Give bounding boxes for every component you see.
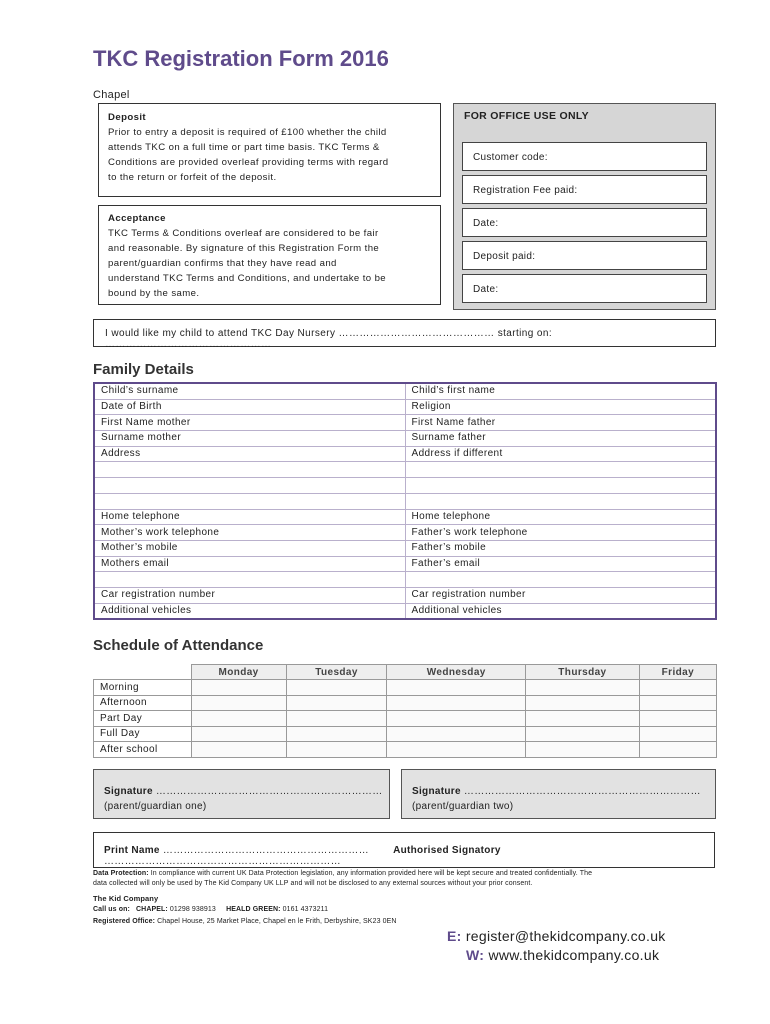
schedule-corner xyxy=(94,665,192,680)
schedule-session-label: Full Day xyxy=(94,726,192,742)
schedule-row xyxy=(94,695,717,711)
family-cell-left[interactable] xyxy=(94,493,405,509)
schedule-cell[interactable] xyxy=(191,742,286,758)
data-protection-text-2: data collected will only be used by The Kid Company UK LLP and will not be disclosed to any external sources without your prior consent. xyxy=(93,880,533,887)
family-row xyxy=(94,493,716,509)
family-row xyxy=(94,431,716,447)
schedule-cell[interactable] xyxy=(387,680,526,696)
family-cell-right[interactable]: Additional vehicles xyxy=(405,603,716,619)
signature-parent-one[interactable] xyxy=(93,769,390,819)
deposit-line: to the return or forfeit of the deposit. xyxy=(108,172,277,183)
acceptance-line: and reasonable. By signature of this Registration Form the xyxy=(108,243,380,254)
family-cell-left[interactable]: Mother’s mobile xyxy=(94,540,405,556)
schedule-day-header: Tuesday xyxy=(286,665,387,680)
family-row xyxy=(94,587,716,603)
family-cell-right[interactable]: Home telephone xyxy=(405,509,716,525)
schedule-cell[interactable] xyxy=(191,695,286,711)
schedule-cell[interactable] xyxy=(526,726,640,742)
family-row xyxy=(94,572,716,588)
schedule-session-label: Part Day xyxy=(94,711,192,727)
schedule-day-header: Monday xyxy=(191,665,286,680)
office-use-panel xyxy=(453,103,716,310)
family-row xyxy=(94,399,716,415)
schedule-cell[interactable] xyxy=(286,742,387,758)
nursery-start-line[interactable]: I would like my child to attend TKC Day Nursery ……………………………………… starting on: ………………………………………… xyxy=(93,319,716,347)
deposit-heading: Deposit xyxy=(108,112,146,123)
chapel-label: CHAPEL: xyxy=(136,906,168,913)
print-name-dots: …………………………………………………… xyxy=(162,845,369,856)
schedule-row xyxy=(94,711,717,727)
family-cell-left[interactable] xyxy=(94,462,405,478)
schedule-day-header: Thursday xyxy=(526,665,640,680)
schedule-session-label: Afternoon xyxy=(94,695,192,711)
family-details-title: Family Details xyxy=(93,361,194,378)
authorised-signatory-dots: …………………………………………………………… xyxy=(104,856,341,867)
deposit-box xyxy=(98,103,441,197)
family-cell-left[interactable]: Car registration number xyxy=(94,587,405,603)
schedule-cell[interactable] xyxy=(387,711,526,727)
deposit-line: Prior to entry a deposit is required of £100 whether the child xyxy=(108,127,387,138)
reg-label: Registered Office: xyxy=(93,918,156,925)
family-cell-right[interactable]: Address if different xyxy=(405,446,716,462)
signature-label: Signature xyxy=(412,786,461,797)
deposit-date-field[interactable]: Date: xyxy=(462,274,707,303)
schedule-row xyxy=(94,726,717,742)
family-cell-right[interactable]: First Name father xyxy=(405,415,716,431)
office-use-title: FOR OFFICE USE ONLY xyxy=(464,110,589,122)
family-cell-left[interactable] xyxy=(94,478,405,494)
family-row xyxy=(94,509,716,525)
authorised-signatory-label: Authorised Signatory xyxy=(393,845,501,856)
reg-address: Chapel House, 25 Market Place, Chapel en le Frith, Derbyshire, SK23 0EN xyxy=(157,918,397,925)
family-cell-right[interactable]: Surname father xyxy=(405,431,716,447)
family-row xyxy=(94,446,716,462)
schedule-cell[interactable] xyxy=(191,726,286,742)
schedule-day-header: Wednesday xyxy=(387,665,526,680)
heald-phone: 0161 4373211 xyxy=(282,906,329,913)
acceptance-line: bound by the same. xyxy=(108,288,200,299)
heald-label: HEALD GREEN: xyxy=(226,906,281,913)
web-link[interactable]: www.thekidcompany.co.uk xyxy=(488,947,660,963)
family-cell-left[interactable]: Child’s surname xyxy=(94,383,405,399)
signature-sub: (parent/guardian two) xyxy=(412,801,514,812)
acceptance-line: TKC Terms & Conditions overleaf are considered to be fair xyxy=(108,228,379,239)
schedule-session-label: After school xyxy=(94,742,192,758)
schedule-cell[interactable] xyxy=(639,726,716,742)
family-cell-right[interactable]: Car registration number xyxy=(405,587,716,603)
schedule-cell[interactable] xyxy=(286,726,387,742)
schedule-cell[interactable] xyxy=(639,695,716,711)
deposit-line: attends TKC on a full time or part time basis. TKC Terms & xyxy=(108,142,380,153)
family-cell-left[interactable]: Additional vehicles xyxy=(94,603,405,619)
schedule-cell[interactable] xyxy=(191,680,286,696)
email-label: E: xyxy=(447,928,462,944)
schedule-cell[interactable] xyxy=(639,680,716,696)
schedule-cell[interactable] xyxy=(387,742,526,758)
registration-fee-field[interactable]: Registration Fee paid: xyxy=(462,175,707,204)
family-cell-left[interactable]: Home telephone xyxy=(94,509,405,525)
deposit-paid-field[interactable]: Deposit paid: xyxy=(462,241,707,270)
data-protection-text xyxy=(93,870,592,877)
schedule-table xyxy=(93,664,717,758)
family-cell-right[interactable] xyxy=(405,572,716,588)
customer-code-field[interactable]: Customer code: xyxy=(462,142,707,171)
schedule-cell[interactable] xyxy=(526,695,640,711)
acceptance-box xyxy=(98,205,441,305)
family-cell-right[interactable] xyxy=(405,493,716,509)
schedule-cell[interactable] xyxy=(286,695,387,711)
family-cell-right[interactable]: Father’s work telephone xyxy=(405,525,716,541)
schedule-cell[interactable] xyxy=(526,680,640,696)
call-label: Call us on: xyxy=(93,906,130,913)
schedule-row xyxy=(94,742,717,758)
signature-dots: ………………………………………………………… xyxy=(155,786,383,797)
contact-web[interactable] xyxy=(466,947,659,963)
family-row xyxy=(94,556,716,572)
signature-label: Signature xyxy=(104,786,153,797)
family-details-table xyxy=(93,382,717,620)
family-cell-right[interactable] xyxy=(405,478,716,494)
contact-email[interactable] xyxy=(447,928,666,944)
email-link[interactable]: register@thekidcompany.co.uk xyxy=(465,928,666,944)
family-row xyxy=(94,603,716,619)
family-cell-left[interactable]: Date of Birth xyxy=(94,399,405,415)
schedule-cell[interactable] xyxy=(286,680,387,696)
deposit-line: Conditions are provided overleaf providing terms with regard xyxy=(108,157,389,168)
schedule-cell[interactable] xyxy=(526,711,640,727)
family-cell-left[interactable]: Mother’s work telephone xyxy=(94,525,405,541)
schedule-cell[interactable] xyxy=(639,742,716,758)
print-name-label: Print Name xyxy=(104,845,160,856)
location-label: Chapel xyxy=(93,89,130,101)
registered-office-line xyxy=(93,918,397,925)
family-cell-right[interactable]: Father’s mobile xyxy=(405,540,716,556)
family-cell-right[interactable]: Religion xyxy=(405,399,716,415)
family-row xyxy=(94,540,716,556)
schedule-cell[interactable] xyxy=(191,711,286,727)
family-row xyxy=(94,525,716,541)
family-cell-right[interactable]: Father’s email xyxy=(405,556,716,572)
family-cell-left[interactable]: First Name mother xyxy=(94,415,405,431)
page-title: TKC Registration Form 2016 xyxy=(93,46,389,71)
dp-text: In compliance with current UK Data Protection legislation, any information provided here will be kept secure and treated confidentially. The xyxy=(150,870,593,877)
call-us-line xyxy=(93,906,328,913)
chapel-phone: 01298 938913 xyxy=(169,906,216,913)
dp-label: Data Protection: xyxy=(93,870,149,877)
family-cell-left[interactable]: Address xyxy=(94,446,405,462)
family-cell-right[interactable] xyxy=(405,462,716,478)
print-name-box[interactable] xyxy=(93,832,715,868)
family-row xyxy=(94,462,716,478)
company-name: The Kid Company xyxy=(93,894,159,903)
schedule-day-header: Friday xyxy=(639,665,716,680)
schedule-title: Schedule of Attendance xyxy=(93,637,264,654)
family-row xyxy=(94,415,716,431)
signature-sub: (parent/guardian one) xyxy=(104,801,207,812)
family-row xyxy=(94,383,716,399)
acceptance-line: parent/guardian confirms that they have read and xyxy=(108,258,337,269)
fee-date-field[interactable]: Date: xyxy=(462,208,707,237)
schedule-cell[interactable] xyxy=(526,742,640,758)
web-label: W: xyxy=(466,947,485,963)
family-row xyxy=(94,478,716,494)
schedule-session-label: Morning xyxy=(94,680,192,696)
signature-parent-two[interactable] xyxy=(401,769,716,819)
family-cell-left[interactable] xyxy=(94,572,405,588)
schedule-cell[interactable] xyxy=(639,711,716,727)
schedule-cell[interactable] xyxy=(286,711,387,727)
family-cell-left[interactable]: Surname mother xyxy=(94,431,405,447)
family-cell-right[interactable]: Child’s first name xyxy=(405,383,716,399)
schedule-cell[interactable] xyxy=(387,695,526,711)
schedule-row xyxy=(94,680,717,696)
acceptance-heading: Acceptance xyxy=(108,213,166,224)
acceptance-line: understand TKC Terms and Conditions, and undertake to be xyxy=(108,273,387,284)
family-cell-left[interactable]: Mothers email xyxy=(94,556,405,572)
signature-dots: …………………………………………………………… xyxy=(463,786,701,797)
schedule-cell[interactable] xyxy=(387,726,526,742)
